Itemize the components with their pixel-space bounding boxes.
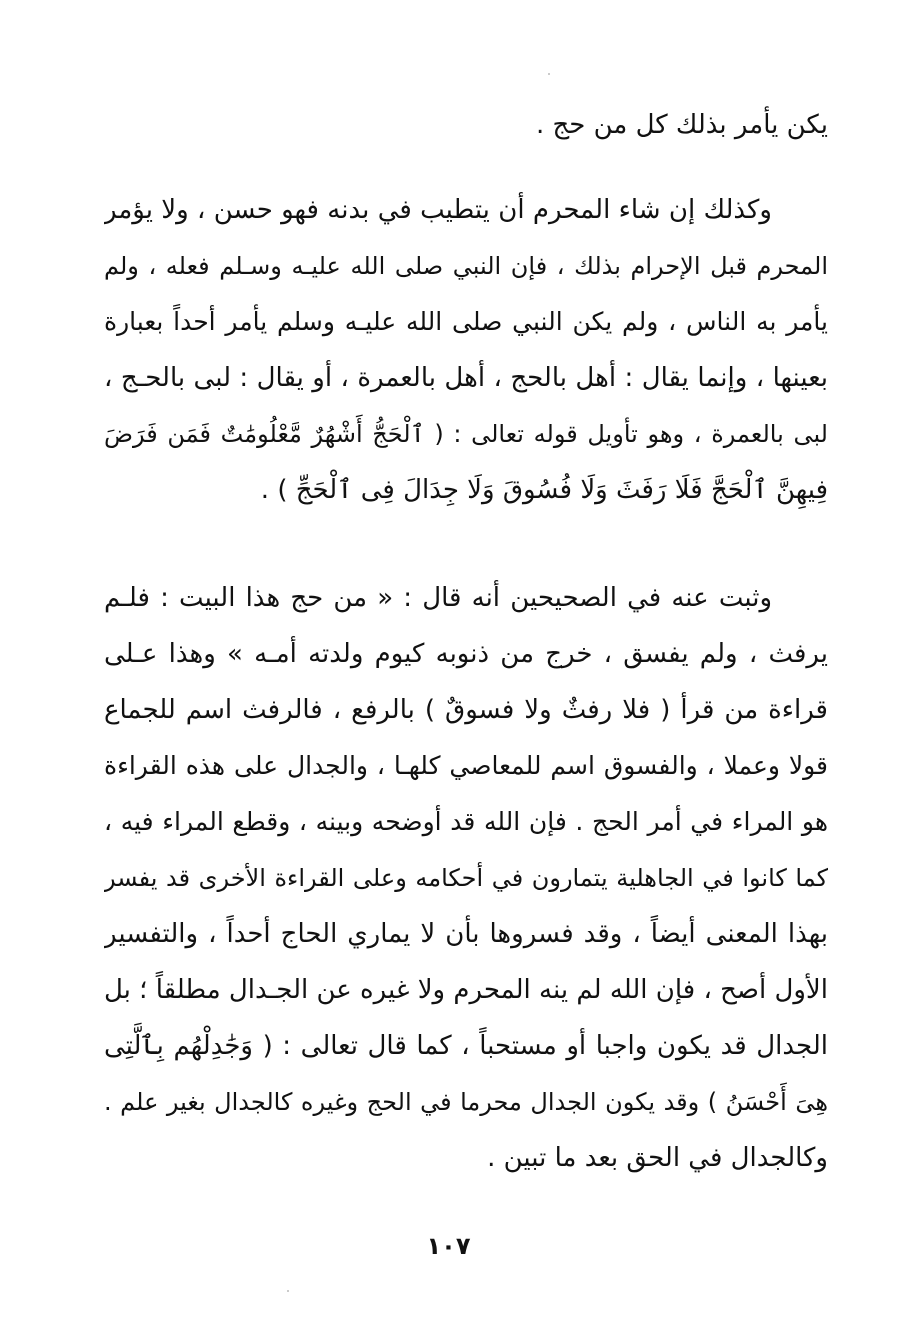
text-line: المحرم قبل الإحرام بذلك ، فإن النبي صلى الله عليـه وسـلم فعله ، ولم <box>104 252 828 280</box>
text-line: يرفث ، ولم يفسق ، خرج من ذنوبه كيوم ولدته أمـه » وهذا عـلى <box>104 639 828 669</box>
paragraph-3 <box>104 570 828 1186</box>
text-line: بعينها ، وإنما يقال : أهل بالحج ، أهل بالعمرة ، أو يقال : لبى بالحـج ، <box>104 363 828 393</box>
paragraph-2 <box>104 182 828 518</box>
paragraph-1 <box>104 97 828 153</box>
scan-speck <box>287 1290 289 1292</box>
quran-verse-line: الجدال قد يكون واجبا أو مستحباً ، كما قال تعالى : ( وَجَٰدِلْهُم بِٱلَّتِى <box>104 1031 828 1061</box>
text-line: هو المراء في أمر الحج . فإن الله قد أوضحه وبينه ، وقطع المراء فيه ، <box>104 807 828 836</box>
text-line: قراءة من قرأ ( فلا رفثٌ ولا فسوقٌ ) بالرفع ، فالرفث اسم للجماع <box>104 695 828 725</box>
quran-verse-line: فِيهِنَّ ٱلْحَجَّ فَلَا رَفَثَ وَلَا فُسُوقَ وَلَا جِدَالَ فِى ٱلْحَجِّ ) . <box>260 475 828 505</box>
text-line: يأمر به الناس ، ولم يكن النبي صلى الله عليـه وسلم يأمر أحداً بعبارة <box>104 307 828 336</box>
text-line: قولا وعملا ، والفسوق اسم للمعاصي كلهـا ، والجدال على هذه القراءة <box>104 751 828 780</box>
text-line: وكالجدال في الحق بعد ما تبين . <box>487 1143 828 1173</box>
text-line: وكذلك إن شاء المحرم أن يتطيب في بدنه فهو حسن ، ولا يؤمر <box>104 195 772 225</box>
text-line: يكن يأمر بذلك كل من حج . <box>535 110 828 140</box>
page-number: ١٠٧ <box>426 1232 471 1260</box>
quran-verse-line: لبى بالعمرة ، وهو تأويل قوله تعالى : ( ٱلْحَجُّ أَشْهُرٌ مَّعْلُومَٰتٌ فَمَن فَرَضَ <box>104 420 828 448</box>
text-line: الأول أصح ، فإن الله لم ينه المحرم ولا غيره عن الجـدال مطلقاً ؛ بل <box>104 975 828 1005</box>
scan-speck <box>548 73 550 75</box>
text-line: وثبت عنه في الصحيحين أنه قال : « من حج هذا البيت : فلـم <box>104 583 772 613</box>
text-line: كما كانوا في الجاهلية يتمارون في أحكامه وعلى القراءة الأخرى قد يفسر <box>104 864 828 892</box>
text-line: بهذا المعنى أيضاً ، وقد فسروها بأن لا يماري الحاج أحداً ، والتفسير <box>104 919 828 949</box>
quran-verse-line: هِىَ أَحْسَنُ ) وقد يكون الجدال محرما في الحج وغيره كالجدال بغير علم . <box>104 1088 828 1116</box>
